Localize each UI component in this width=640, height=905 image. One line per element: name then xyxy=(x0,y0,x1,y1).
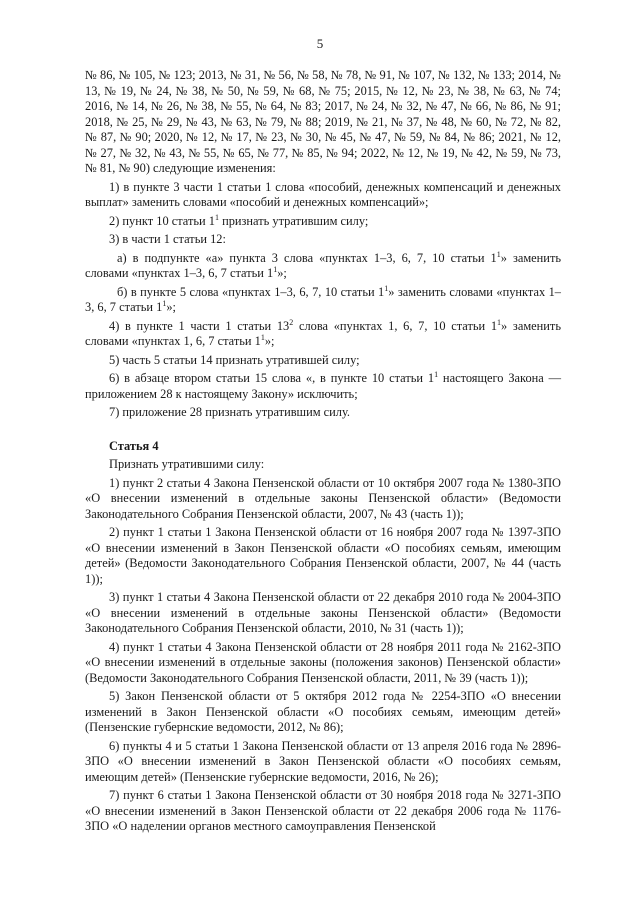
item-7: 7) приложение 28 признать утратившим силу. xyxy=(109,405,351,419)
item-6: 6) в абзаце втором статьи 15 слова «, в пункте 10 статьи $1^1$ настоящего Закона — приложением 28 к настоящему Закону» исключить; xyxy=(85,370,562,401)
item-3a: а) в подпункте «а» пункта 3 слова «пунктах 1–3, 6, 7, 10 статьи $1^1$» заменить словами «пунктах 1–3, 6, 7 статьи $1^1$»; xyxy=(85,249,562,280)
article-4-item-4: 4) пункт 1 статьи 4 Закона Пензенской области от 28 ноября 2011 года № 2162-ЗПО «О внесении изменений в отдельные законы (положения законов) Пензенской области» (Ведомости Законодательного Собрания Пензенской области, 2011, № 39 (часть 1)); xyxy=(85,639,561,685)
article-4-item-1: 1) пункт 2 статьи 4 Закона Пензенской области от 10 октября 2007 года № 1380-ЗПО «О внесении изменений в отдельные законы Пензенской области» (Ведомости Законодательного Собрания Пензенской области, 2007, № 43 (часть 1)); xyxy=(85,475,561,521)
item-3: 3) в части 1 статьи 12: xyxy=(109,232,226,246)
item-5: 5) часть 5 статьи 14 признать утратившей силу; xyxy=(109,352,360,367)
item-4: 4) в пункте 1 части 1 статьи $13^2$ слова «пунктах 1, 6, 7, 10 статьи $1^1$» заменить словами «пунктах 1, 6, 7 статьи $1^1$»; xyxy=(85,317,561,348)
article-4-item-5: 5) Закон Пензенской области от 5 октября 2012 года № 2254-ЗПО «О внесении изменений в Закон Пензенской области «О пособиях семьям, имеющим детей» (Пензенские губернские ведомости, 2012, № 86); xyxy=(85,689,561,734)
intro-paragraph: № 86, № 105, № 123; 2013, № 31, № 56, № 58, № 78, № 91, № 107, № 132, № 133; 2014, № 13, № 19, № 24, № 38, № 50, № 59, № 68, № 75; 2015, № 12, № 23, № 38, № 63, № 74; 2016, № 14, № 26, № 38, № 55, № 64, № 83; 2017, № 24, № 32, № 47, № 66, № 86, № 91; 2018, № 25, № 29, № 43, № 63, № 79, № 88; 2019, № 21, № 37, № 48, № 60, № 72, № 82, № 87, № 90; 2020, № 12, № 17, № 23, № 30, № 45, № 47, № 59, № 84, № 86; 2021, № 12, № 27, № 32, № 43, № 55, № 65, № 77, № 85, № 94; 2022, № 12, № 19, № 42, № 59, № 73, № 81, № 90) следующие изменения: xyxy=(85,68,561,175)
article-4-item-6: 6) пункты 4 и 5 статьи 1 Закона Пензенской области от 13 апреля 2016 года № 2896-ЗПО «О внесении изменений в Закон Пензенской области «О пособиях семьям, имеющим детей» (Пензенские губернские ведомости, 2016, № 26); xyxy=(85,738,561,784)
article-4-item-2: 2) пункт 1 статьи 1 Закона Пензенской области от 16 ноября 2007 года № 1397-ЗПО «О внесении изменений в Закон Пензенской области «О пособиях семьям, имеющим детей» (Ведомости Законодательного Собрания Пензенской области, 2007, № 44 (часть 1)); xyxy=(85,525,561,586)
article-4-item-3: 3) пункт 1 статьи 4 Закона Пензенской области от 22 декабря 2010 года № 2004-ЗПО «О внесении изменений в отдельные законы Пензенской области» (Ведомости Законодательного Собрания Пензенской области, 2010, № 31 (часть 1)); xyxy=(85,590,561,635)
item-3b: б) в пункте 5 слова «пунктах 1–3, 6, 7, 10 статьи $1^1$» заменить словами «пунктах 1–3, 6, 7 статьи $1^1$»; xyxy=(85,283,561,314)
page-number: 5 xyxy=(316,36,324,51)
article-4-item-7: 7) пункт 6 статьи 1 Закона Пензенской области от 30 ноября 2018 года № 3271-ЗПО «О внесении изменений в Закон Пензенской области от 22 декабря 2006 года № 1176-ЗПО «О наделении органов местного самоуправления Пензенской xyxy=(85,788,561,833)
article-4-intro: Признать утратившими силу: xyxy=(109,457,265,471)
item-1: 1) в пункте 3 части 1 статьи 1 слова «пособий, денежных компенсаций и денежных выплат» заменить словами «пособий и денежных компенсаций»; xyxy=(85,179,561,209)
item-2: 2) пункт 10 статьи $1^1$ признать утратившим силу; xyxy=(109,212,369,228)
document-body xyxy=(85,68,561,835)
article-4-heading: Статья 4 xyxy=(109,438,159,453)
